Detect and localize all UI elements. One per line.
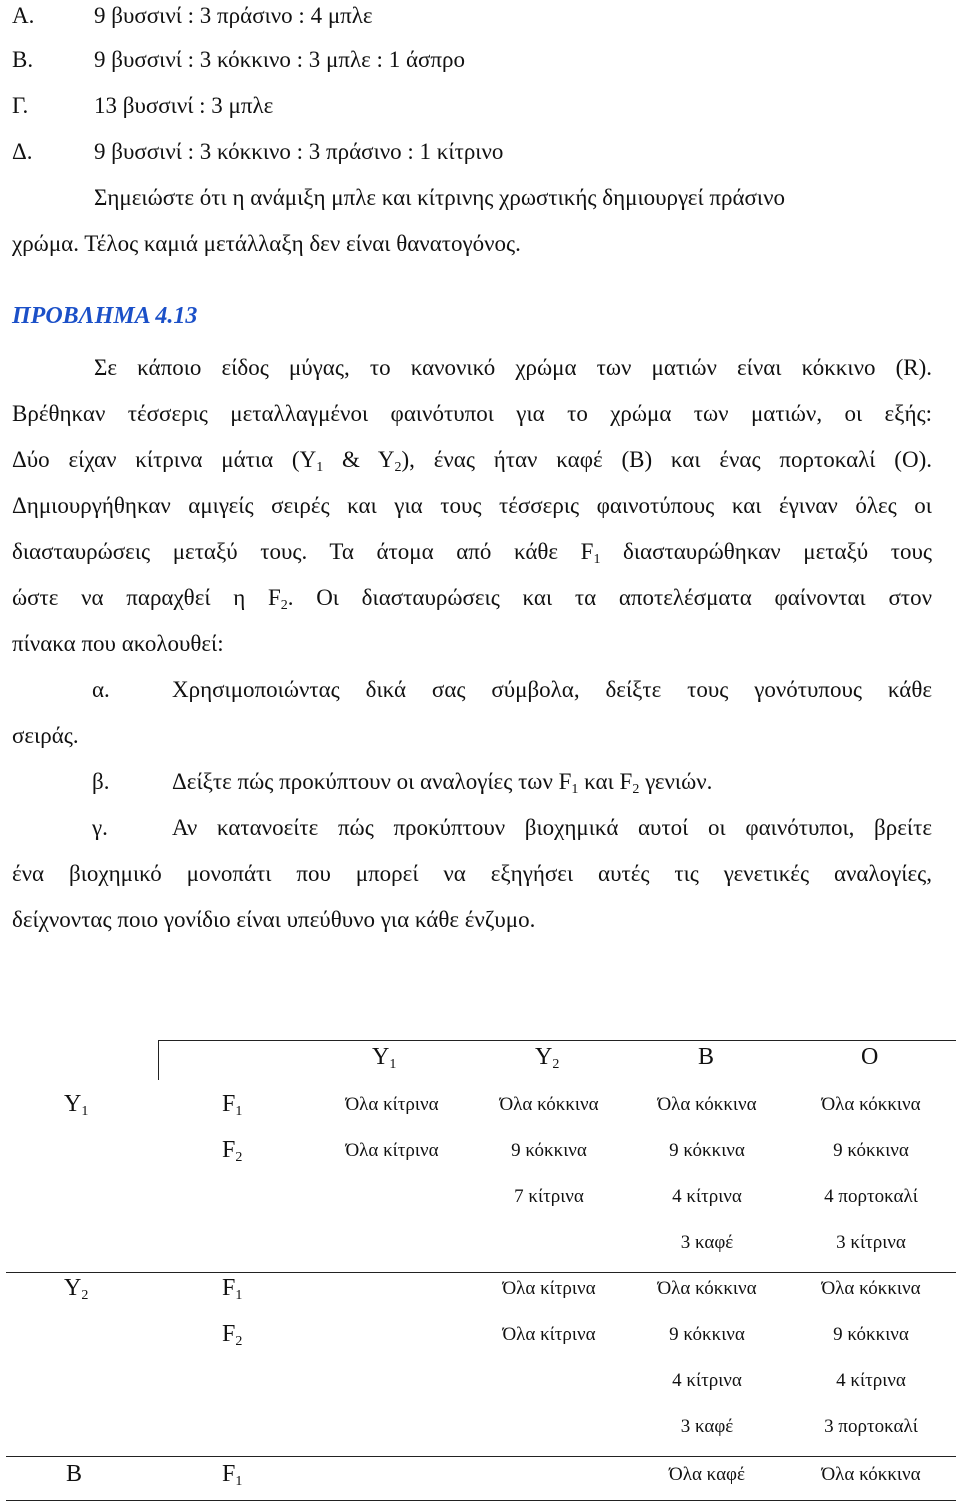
table-row-rule [6, 1272, 956, 1273]
table-cell: Όλα κόκκινα [821, 1278, 921, 1299]
table-cell: 9 κόκκινα [511, 1140, 587, 1161]
question-g-line-3: δείχνοντας ποιο γονίδιο είναι υπεύθυνο για κάθε ένζυμο. [12, 907, 536, 932]
table-cell: 3 πορτοκαλί [824, 1416, 918, 1437]
table-cell: 9 κόκκινα [669, 1140, 745, 1161]
option-letter: Α. [12, 3, 35, 28]
table-cell: 9 κόκκινα [833, 1324, 909, 1345]
table-cell: 7 κίτρινα [514, 1186, 584, 1207]
table-cell: Όλα κίτρινα [345, 1140, 439, 1161]
problem-title: ΠΡΟΒΛΗΜΑ 4.13 [12, 303, 198, 329]
problem-line-6: ώστε να παραχθεί η $F_2$. Οι διασταυρώσεις και τα αποτελέσματα φαίνονται στον [12, 585, 932, 613]
table-generation-f1: $F_1$ [222, 1275, 243, 1303]
table-cell: 4 κίτρινα [672, 1370, 742, 1391]
problem-line-2: Βρέθηκαν τέσσερις μεταλλαγμένοι φαινότυποι για το χρώμα των ματιών, οι εξής: [12, 401, 932, 426]
option-text: 13 βυσσινί : 3 μπλε [94, 93, 274, 118]
table-row-label-y2: $Y_2$ [64, 1275, 89, 1303]
table-generation-f1: $F_1$ [222, 1091, 243, 1119]
table-cell: Όλα κόκκινα [657, 1278, 757, 1299]
option-letter: Γ. [12, 93, 29, 118]
table-cell: 3 καφέ [680, 1416, 734, 1437]
option-c [0, 92, 960, 120]
question-g-letter: γ. [92, 815, 108, 840]
table-header-y2: $Y_2$ [535, 1044, 560, 1072]
table-cell: Όλα κόκκινα [499, 1094, 599, 1115]
table-cell: Όλα κίτρινα [345, 1094, 439, 1115]
table-generation-f1: $F_1$ [222, 1461, 243, 1489]
table-header-b: B [698, 1044, 715, 1070]
option-text: 9 βυσσινί : 3 κόκκινο : 3 πράσινο : 1 κίτρινο [94, 139, 504, 164]
question-a-letter: α. [92, 677, 110, 702]
note-line-1: Σημειώστε ότι η ανάμιξη μπλε και κίτρινης χρωστικής δημιουργεί πράσινο [94, 185, 786, 210]
table-cell: 4 πορτοκαλί [824, 1186, 918, 1207]
table-cell: Όλα καφέ [669, 1464, 745, 1485]
option-text: 9 βυσσινί : 3 πράσινο : 4 μπλε [94, 3, 373, 28]
table-row-label-y1: $Y_1$ [64, 1091, 89, 1119]
table-row-label-b: B [66, 1461, 83, 1487]
table-top-rule [158, 1040, 956, 1041]
table-cell: 4 κίτρινα [672, 1186, 742, 1207]
table-header-o: O [861, 1044, 879, 1070]
option-d [0, 138, 960, 166]
option-text: 9 βυσσινί : 3 κόκκινο : 3 μπλε : 1 άσπρο [94, 47, 465, 72]
table-header-y1: $Y_1$ [372, 1044, 397, 1072]
table-cell: 4 κίτρινα [836, 1370, 906, 1391]
table-cell: Όλα κόκκινα [657, 1094, 757, 1115]
table-cell: 3 κίτρινα [836, 1232, 906, 1253]
table-cell: 9 κόκκινα [669, 1324, 745, 1345]
option-a [0, 2, 960, 30]
option-letter: Δ. [12, 139, 33, 164]
question-g-line-2: ένα βιοχημικό μονοπάτι που μπορεί να εξηγήσει αυτές τις γενετικές αναλογίες, [12, 861, 932, 886]
table-generation-f2: $F_2$ [222, 1137, 243, 1165]
question-g-text: Αν κατανοείτε πώς προκύπτουν βιοχημικά αυτοί οι φαινότυποι, βρείτε [172, 815, 932, 840]
table-bottom-rule [6, 1500, 956, 1501]
problem-line-3: Δύο είχαν κίτρινα μάτια ($Y_1$ & $Y_2$), ένας ήταν καφέ (B) και ένας πορτοκαλί (O). [12, 447, 932, 475]
question-b-letter: β. [92, 769, 110, 794]
table-generation-f2: $F_2$ [222, 1321, 243, 1349]
table-cell: Όλα κίτρινα [502, 1278, 596, 1299]
problem-line-1: Σε κάποιο είδος μύγας, το κανονικό χρώμα των ματιών είναι κόκκινο (R). [94, 355, 932, 380]
table-cell: Όλα κόκκινα [821, 1464, 921, 1485]
problem-line-4: Δημιουργήθηκαν αμιγείς σειρές και για τους τέσσερις φαινοτύπους και έγιναν όλες οι [12, 493, 932, 518]
problem-line-5: διασταυρώσεις μεταξύ τους. Τα άτομα από κάθε $F_1$ διασταυρώθηκαν μεταξύ τους [12, 539, 932, 567]
option-b [0, 46, 960, 74]
question-a-text: Χρησιμοποιώντας δικά σας σύμβολα, δείξτε τους γονότυπους κάθε [172, 677, 932, 702]
question-a-continued: σειράς. [12, 723, 79, 748]
table-cell: Όλα κόκκινα [821, 1094, 921, 1115]
table-cell: 3 καφέ [680, 1232, 734, 1253]
table-cell: Όλα κίτρινα [502, 1324, 596, 1345]
table-row-rule [6, 1456, 956, 1457]
option-letter: Β. [12, 47, 34, 72]
question-b-text: Δείξτε πώς προκύπτουν οι αναλογίες των $F_1$ και $F_2$ γενιών. [172, 769, 713, 797]
problem-line-7: πίνακα που ακολουθεί: [12, 631, 224, 656]
table-header-divider [158, 1040, 159, 1080]
note-line-2: χρώμα. Τέλος καμιά μετάλλαξη δεν είναι θανατογόνος. [12, 231, 521, 256]
table-cell: 9 κόκκινα [833, 1140, 909, 1161]
